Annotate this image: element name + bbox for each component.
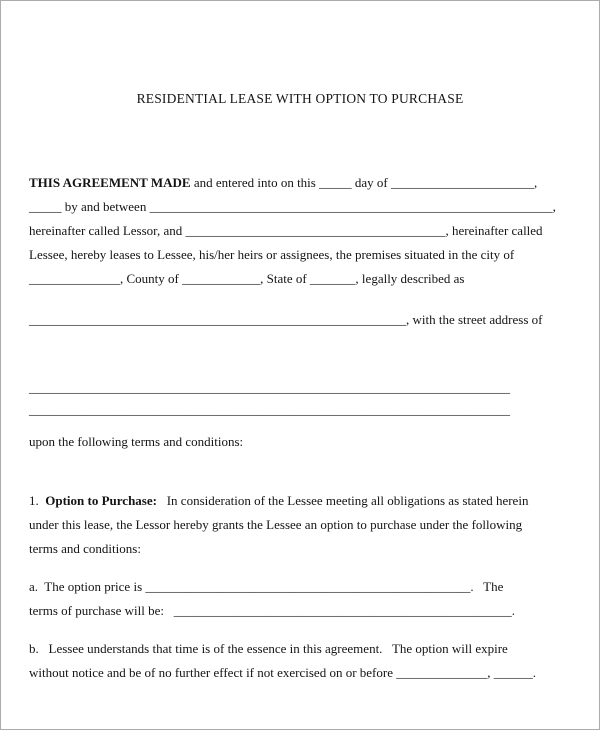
clause-b-line-2: without notice and be of no further effect if not exercised on or before ______________, ______. [29, 665, 536, 680]
intro-line-3: hereinafter called Lessor, and ________________________________________, hereinafter called [29, 223, 543, 238]
intro-line-5: ______________, County of ____________, State of _______, legally described as [29, 271, 465, 286]
clause-a-line-1: a. The option price is __________________________________________________. The [29, 579, 504, 594]
agreement-made-bold-text: THIS AGREEMENT MADE [29, 175, 191, 190]
clause-a-option-price [29, 575, 595, 623]
legal-description-blanks [29, 377, 595, 421]
blank-line-1: __________________________________________________________________________ [29, 380, 510, 395]
intro-line-1-rest: and entered into on this _____ day of ______________________, [190, 175, 538, 190]
terms-lead-line [29, 430, 595, 454]
terms-lead-text: upon the following terms and conditions: [29, 434, 244, 449]
clause-b-time-of-essence [29, 637, 595, 685]
section-1-line-2: under this lease, the Lessor hereby grants the Lessee an option to purchase under the following [29, 517, 523, 532]
document-title: RESIDENTIAL LEASE WITH OPTION TO PURCHASE [136, 91, 464, 106]
street-address-text: __________________________________________________________, with the street address of [29, 312, 543, 327]
street-address-line [29, 308, 595, 332]
section-1-line-3: terms and conditions: [29, 541, 141, 556]
section-1-line-1-rest: In consideration of the Lessee meeting all obligations as stated herein [156, 493, 529, 508]
blank-line-2: __________________________________________________________________________ [29, 402, 510, 417]
section-1-line-1 [29, 489, 595, 513]
intro-line-4: Lessee, hereby leases to Lessee, his/her heirs or assignees, the premises situated in the city of [29, 247, 515, 262]
section-1-heading: Option to Purchase: [45, 493, 157, 508]
intro-line-1 [29, 171, 595, 195]
clause-b-line-1: b. Lessee understands that time is of the essence in this agreement. The option will expire [29, 641, 508, 656]
intro-line-2: _____ by and between ______________________________________________________________, [29, 199, 556, 214]
clause-a-line-2: terms of purchase will be: ____________________________________________________. [29, 603, 516, 618]
intro-paragraph [29, 171, 595, 291]
section-1-number: 1. [29, 493, 46, 508]
section-1-option-to-purchase [29, 489, 595, 561]
